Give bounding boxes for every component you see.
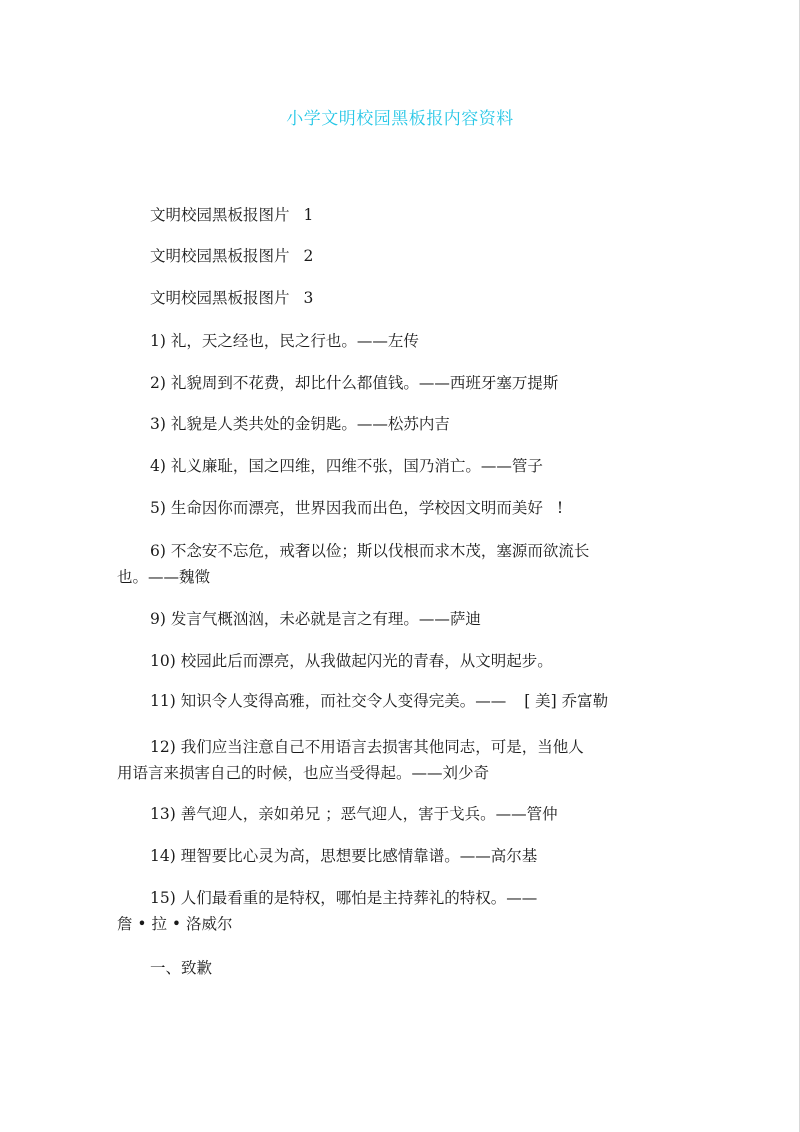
quote-11 <box>150 691 608 711</box>
image-caption-2 <box>150 246 313 266</box>
quote-14: 14) 理智要比心灵为高，思想要比感情靠谱。——高尔基 <box>150 847 538 865</box>
image-caption-number: 2 <box>303 247 314 265</box>
image-caption-text: 文明校园黑板报图片 <box>150 206 290 224</box>
quote-2: 2) 礼貌周到不花费，却比什么都值钱。——西班牙塞万提斯 <box>150 374 559 392</box>
quote-15-line-1: 15) 人们最看重的是特权，哪怕是主持葬礼的特权。—— <box>150 889 538 907</box>
image-caption-number: 1 <box>303 206 314 224</box>
quote-3: 3) 礼貌是人类共处的金钥匙。——松苏内吉 <box>150 415 450 433</box>
quote-10: 10) 校园此后而漂亮，从我做起闪光的青春，从文明起步。 <box>150 652 553 670</box>
quote-4: 4) 礼义廉耻，国之四维，四维不张，国乃消亡。——管子 <box>150 457 543 475</box>
image-caption-1 <box>150 205 313 225</box>
quote-15-line-2: 詹 • 拉 • 洛威尔 <box>117 915 233 933</box>
quote-11-author: [ 美] 乔富勒 <box>524 692 609 710</box>
quote-5-text: 5) 生命因你而漂亮，世界因我而出色，学校因文明而美好 <box>150 499 543 517</box>
quote-11-text: 11) 知识令人变得高雅，而社交令人变得完美。—— <box>150 692 507 710</box>
quote-9: 9) 发言气概汹汹，未必就是言之有理。——萨迪 <box>150 610 481 628</box>
image-caption-text: 文明校园黑板报图片 <box>150 289 290 307</box>
quote-6-line-1: 6) 不念安不忘危，戒奢以俭；斯以伐根而求木茂，塞源而欲流长 <box>150 542 590 560</box>
quote-5 <box>150 498 563 518</box>
quote-1: 1) 礼，天之经也，民之行也。——左传 <box>150 332 419 350</box>
image-caption-text: 文明校园黑板报图片 <box>150 247 290 265</box>
quote-12-line-1: 12) 我们应当注意自己不用语言去损害其他同志，可是，当他人 <box>150 738 584 756</box>
document-title: 小学文明校园黑板报内容资料 <box>286 109 514 129</box>
image-caption-number: 3 <box>303 289 314 307</box>
quote-5-exclamation: ! <box>556 499 564 517</box>
image-caption-3 <box>150 288 313 308</box>
quote-6-line-2: 也。——魏徵 <box>117 568 211 586</box>
section-heading: 一、致歉 <box>150 959 213 977</box>
quote-12-line-2: 用语言来损害自己的时候，也应当受得起。——刘少奇 <box>117 764 490 782</box>
quote-13: 13) 善气迎人，亲如弟兄 ；恶气迎人，害于戈兵。——管仲 <box>150 805 558 823</box>
